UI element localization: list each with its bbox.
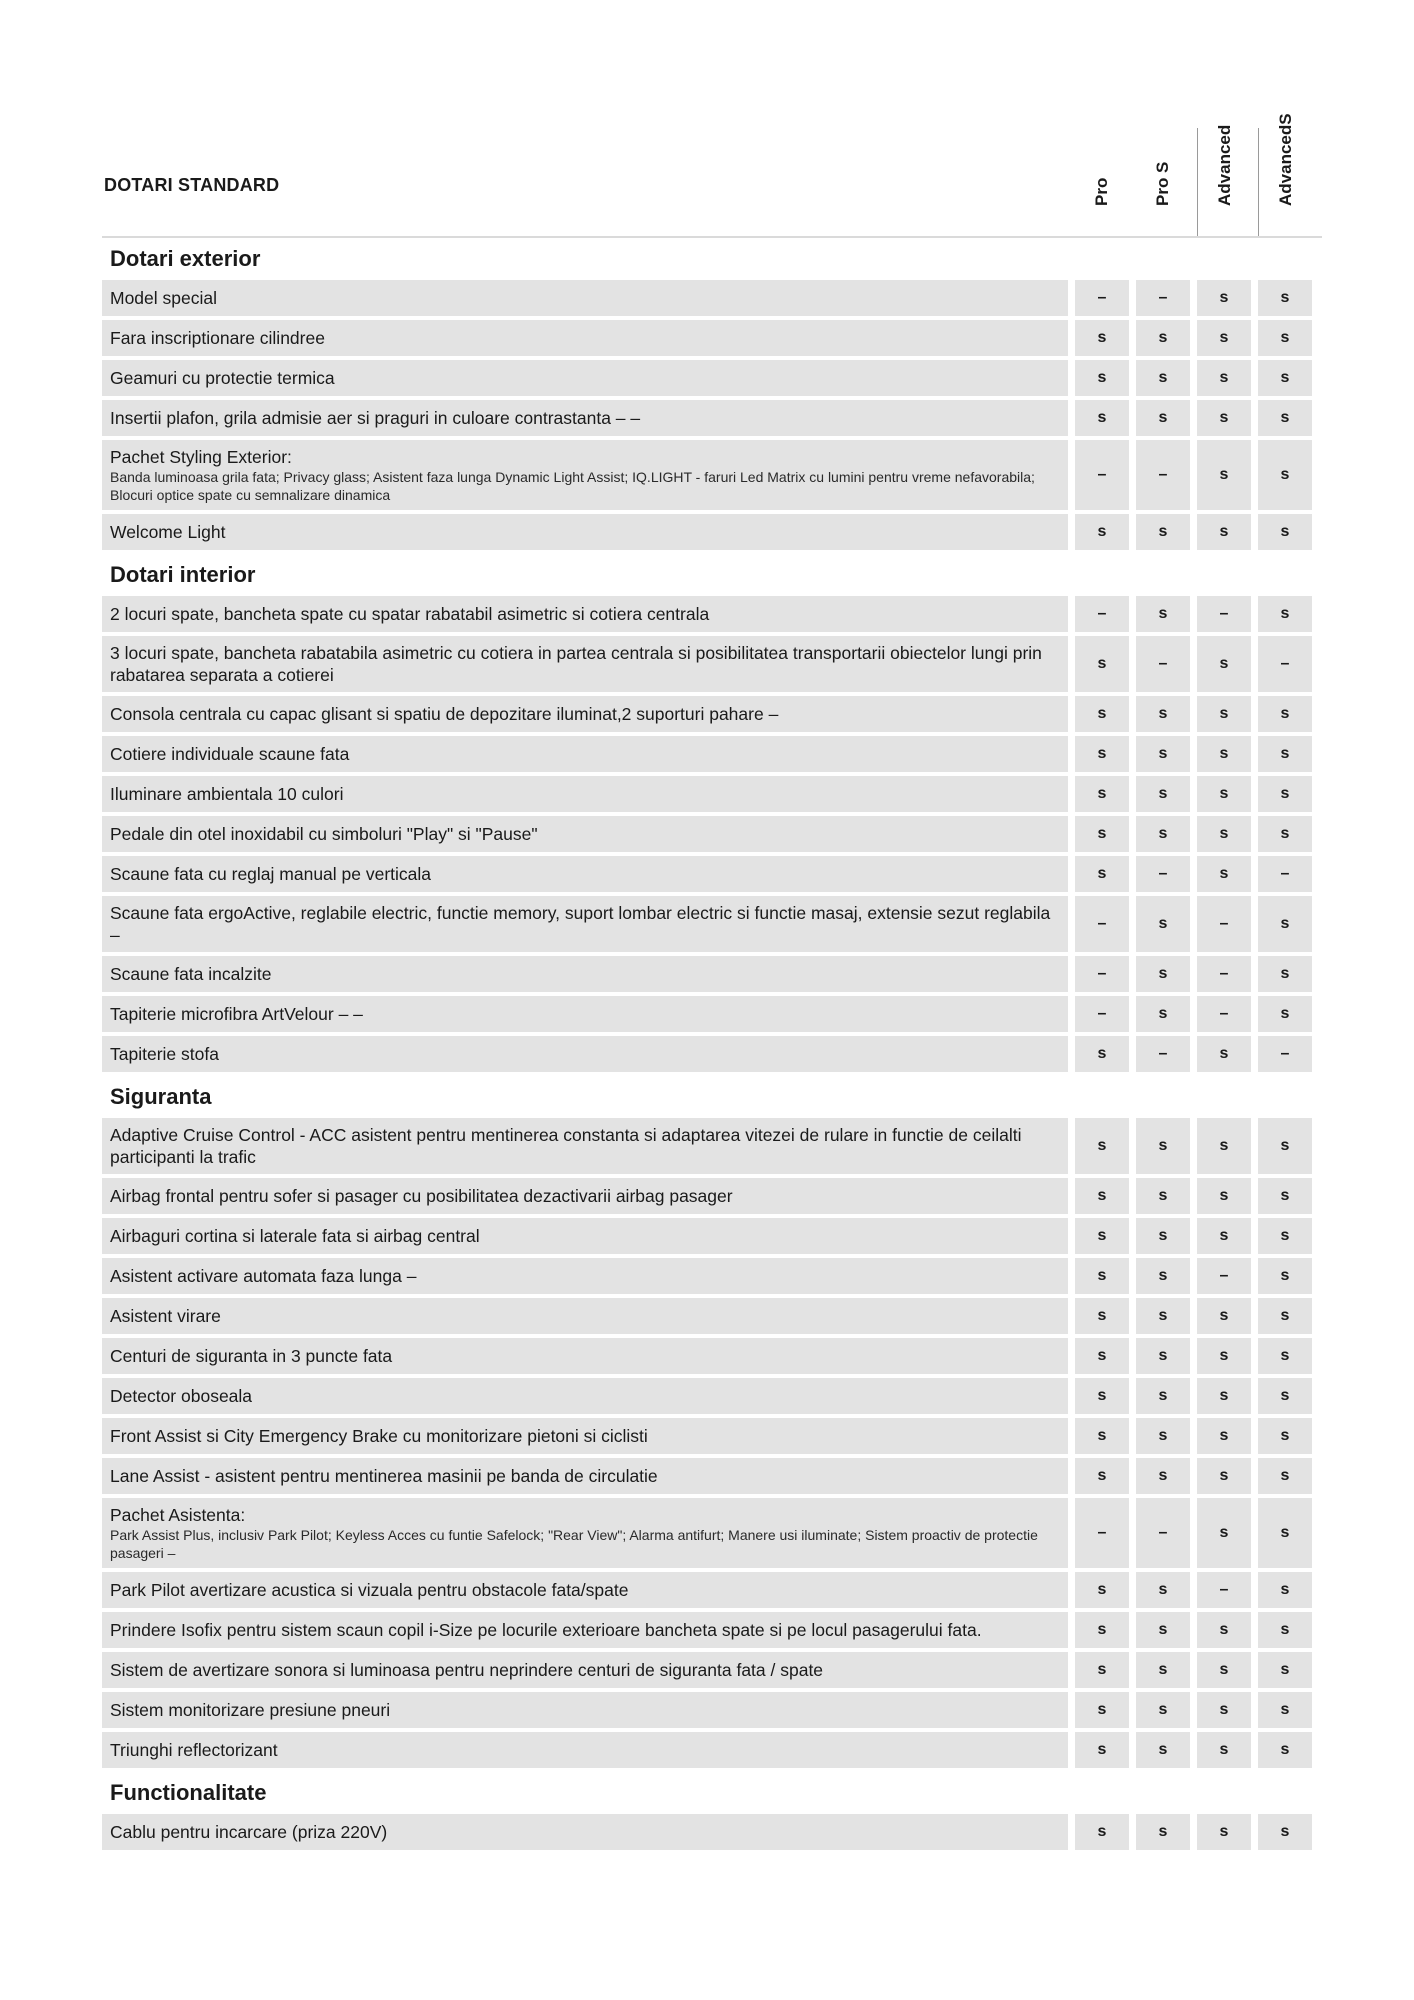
feature-label: Cablu pentru incarcare (priza 220V) — [110, 1822, 388, 1842]
feature-label: Scaune fata cu reglaj manual pe verticala — [110, 864, 432, 884]
value-cell-pro-s: – — [1136, 636, 1190, 692]
section-title: Dotari exterior — [110, 246, 261, 271]
value-cell-advanced: s — [1197, 1338, 1251, 1374]
value-cell-pro-s: – — [1136, 1036, 1190, 1072]
value-cell-advanced: s — [1197, 1218, 1251, 1254]
value-cell-pro: – — [1075, 996, 1129, 1032]
value-cell-advanceds: s — [1258, 1218, 1312, 1254]
value-cell-advanceds: s — [1258, 996, 1312, 1032]
feature-cell — [102, 1298, 1068, 1334]
value-cell-pro-s: – — [1136, 856, 1190, 892]
feature-cell — [102, 1498, 1068, 1568]
feature-label: Geamuri cu protectie termica — [110, 368, 335, 388]
feature-cell — [102, 1572, 1068, 1608]
value-cell-pro: s — [1075, 1652, 1129, 1688]
table-row — [102, 1652, 1322, 1688]
value-cell-pro: s — [1075, 1036, 1129, 1072]
column-header-pro: Pro — [1092, 177, 1111, 206]
feature-label: Pachet Asistenta: — [110, 1505, 246, 1525]
value-cell-pro: s — [1075, 636, 1129, 692]
table-row — [102, 1218, 1322, 1254]
equipment-table — [102, 113, 1322, 1854]
feature-label: Sistem monitorizare presiune pneuri — [110, 1700, 391, 1720]
table-row — [102, 1572, 1322, 1608]
value-cell-advanceds: s — [1258, 514, 1312, 550]
feature-label: 3 locuri spate, bancheta rabatabila asimetric cu cotiera in partea centrala si posibilitatea transportarii obiectelor lungi prin rabatarea separata a cotierei — [110, 643, 1042, 685]
feature-cell — [102, 400, 1068, 436]
value-cell-advanced: – — [1197, 956, 1251, 992]
value-cell-pro: – — [1075, 440, 1129, 510]
table-row — [102, 360, 1322, 396]
value-cell-pro: s — [1075, 816, 1129, 852]
section-title: Siguranta — [110, 1084, 212, 1109]
feature-cell — [102, 856, 1068, 892]
value-cell-advanced: s — [1197, 1498, 1251, 1568]
feature-label: Adaptive Cruise Control - ACC asistent pentru mentinerea constanta si adaptarea vitezei de rulare in functie de ceilalti participanti la trafic — [110, 1125, 1022, 1167]
value-cell-advanceds: s — [1258, 736, 1312, 772]
value-cell-advanced: – — [1197, 596, 1251, 632]
value-cell-pro-s: s — [1136, 1118, 1190, 1174]
value-cell-pro: s — [1075, 1378, 1129, 1414]
feature-cell — [102, 1036, 1068, 1072]
table-row — [102, 816, 1322, 852]
value-cell-advanced: s — [1197, 1458, 1251, 1494]
value-cell-advanceds: s — [1258, 1418, 1312, 1454]
feature-cell — [102, 1732, 1068, 1768]
table-row — [102, 596, 1322, 632]
feature-label: Scaune fata ergoActive, reglabile electric, functie memory, suport lombar electric si functie masaj, extensie sezut reglabila – — [110, 903, 1051, 945]
value-cell-advanceds: s — [1258, 1498, 1312, 1568]
value-cell-pro: s — [1075, 776, 1129, 812]
value-cell-advanceds: s — [1258, 1298, 1312, 1334]
value-cell-pro: s — [1075, 1218, 1129, 1254]
feature-cell — [102, 1338, 1068, 1374]
value-cell-pro: – — [1075, 956, 1129, 992]
value-cell-advanced: s — [1197, 1036, 1251, 1072]
value-cell-advanceds: s — [1258, 1338, 1312, 1374]
table-row — [102, 514, 1322, 550]
feature-details: Park Assist Plus, inclusiv Park Pilot; Keyless Acces cu funtie Safelock; "Rear View"; Alarma antifurt; Manere usi iluminate; Sistem proactiv de protectie pasageri – — [110, 1527, 1038, 1561]
value-cell-pro-s: s — [1136, 1458, 1190, 1494]
value-cell-advanced: s — [1197, 1612, 1251, 1648]
value-cell-advanced: s — [1197, 360, 1251, 396]
table-row — [102, 400, 1322, 436]
value-cell-advanceds: s — [1258, 1118, 1312, 1174]
value-cell-advanceds: s — [1258, 400, 1312, 436]
value-cell-pro: – — [1075, 1498, 1129, 1568]
value-cell-advanced: – — [1197, 1572, 1251, 1608]
value-cell-advanced: – — [1197, 896, 1251, 952]
value-cell-advanced: – — [1197, 996, 1251, 1032]
value-cell-pro-s: s — [1136, 736, 1190, 772]
value-cell-pro: s — [1075, 1814, 1129, 1850]
value-cell-advanceds: s — [1258, 1652, 1312, 1688]
value-cell-advanced: s — [1197, 1814, 1251, 1850]
table-row — [102, 1378, 1322, 1414]
feature-cell — [102, 1178, 1068, 1214]
value-cell-pro-s: s — [1136, 1418, 1190, 1454]
value-cell-pro-s: s — [1136, 956, 1190, 992]
value-cell-advanced: s — [1197, 736, 1251, 772]
value-cell-pro-s: s — [1136, 400, 1190, 436]
value-cell-pro: – — [1075, 596, 1129, 632]
value-cell-advanced: s — [1197, 696, 1251, 732]
table-header — [102, 113, 1322, 238]
feature-label: Detector oboseala — [110, 1386, 253, 1406]
table-row — [102, 1338, 1322, 1374]
value-cell-advanceds: s — [1258, 696, 1312, 732]
feature-label: Tapiterie stofa — [110, 1044, 219, 1064]
value-cell-advanced: s — [1197, 320, 1251, 356]
value-cell-pro-s: s — [1136, 1692, 1190, 1728]
value-cell-advanceds: s — [1258, 360, 1312, 396]
value-cell-advanced: s — [1197, 856, 1251, 892]
feature-label: Tapiterie microfibra ArtVelour – – — [110, 1004, 363, 1024]
value-cell-advanced: s — [1197, 1378, 1251, 1414]
feature-cell — [102, 1612, 1068, 1648]
feature-label: Insertii plafon, grila admisie aer si praguri in culoare contrastanta – – — [110, 408, 641, 428]
value-cell-advanced: s — [1197, 816, 1251, 852]
value-cell-pro-s: s — [1136, 696, 1190, 732]
value-cell-pro: s — [1075, 1418, 1129, 1454]
feature-cell — [102, 1814, 1068, 1850]
feature-label: Airbaguri cortina si laterale fata si airbag central — [110, 1226, 480, 1246]
table-row — [102, 1692, 1322, 1728]
table-row — [102, 1498, 1322, 1568]
value-cell-pro: s — [1075, 1612, 1129, 1648]
table-row — [102, 956, 1322, 992]
value-cell-pro: s — [1075, 400, 1129, 436]
value-cell-pro-s: – — [1136, 440, 1190, 510]
value-cell-advanceds: s — [1258, 1458, 1312, 1494]
value-cell-advanceds: s — [1258, 816, 1312, 852]
feature-cell — [102, 956, 1068, 992]
value-cell-advanceds: – — [1258, 1036, 1312, 1072]
value-cell-pro: s — [1075, 1572, 1129, 1608]
value-cell-advanced: s — [1197, 776, 1251, 812]
value-cell-pro-s: – — [1136, 280, 1190, 316]
value-cell-advanced: s — [1197, 1178, 1251, 1214]
feature-cell — [102, 1692, 1068, 1728]
value-cell-advanceds: s — [1258, 776, 1312, 812]
value-cell-pro-s: s — [1136, 596, 1190, 632]
value-cell-pro: s — [1075, 1458, 1129, 1494]
value-cell-advanced: s — [1197, 1732, 1251, 1768]
value-cell-pro: s — [1075, 736, 1129, 772]
feature-cell — [102, 280, 1068, 316]
table-row — [102, 280, 1322, 316]
value-cell-pro-s: s — [1136, 1378, 1190, 1414]
value-cell-pro-s: s — [1136, 1178, 1190, 1214]
value-cell-pro-s: s — [1136, 1218, 1190, 1254]
table-row — [102, 1258, 1322, 1294]
value-cell-advanced: s — [1197, 400, 1251, 436]
value-cell-pro: s — [1075, 1338, 1129, 1374]
column-header-advanceds: AdvancedS — [1258, 128, 1313, 236]
value-cell-pro-s: s — [1136, 1814, 1190, 1850]
table-row — [102, 1178, 1322, 1214]
value-cell-pro: s — [1075, 856, 1129, 892]
table-row — [102, 1298, 1322, 1334]
value-cell-advanced: s — [1197, 1298, 1251, 1334]
value-cell-advanceds: s — [1258, 1258, 1312, 1294]
table-row — [102, 1458, 1322, 1494]
value-cell-pro-s: s — [1136, 1258, 1190, 1294]
page-title: DOTARI STANDARD — [104, 175, 280, 195]
feature-details: Banda luminoasa grila fata; Privacy glass; Asistent faza lunga Dynamic Light Assist; IQ.LIGHT - faruri Led Matrix cu lumini pentru vreme nefavorabila; Blocuri optice spate cu semnalizare dinamica — [110, 469, 1035, 503]
value-cell-advanced: s — [1197, 636, 1251, 692]
table-row — [102, 1732, 1322, 1768]
value-cell-pro-s: s — [1136, 1298, 1190, 1334]
value-cell-pro: s — [1075, 1692, 1129, 1728]
value-cell-pro: s — [1075, 696, 1129, 732]
value-cell-advanceds: s — [1258, 1572, 1312, 1608]
table-row — [102, 1814, 1322, 1850]
table-row — [102, 696, 1322, 732]
feature-label: Airbag frontal pentru sofer si pasager cu posibilitatea dezactivarii airbag pasager — [110, 1186, 733, 1206]
table-row — [102, 636, 1322, 692]
value-cell-pro-s: s — [1136, 996, 1190, 1032]
feature-cell — [102, 1118, 1068, 1174]
feature-label: Park Pilot avertizare acustica si vizuala pentru obstacole fata/spate — [110, 1580, 629, 1600]
feature-label: Pedale din otel inoxidabil cu simboluri "Play" si "Pause" — [110, 824, 538, 844]
feature-cell — [102, 1258, 1068, 1294]
feature-label: Front Assist si City Emergency Brake cu monitorizare pietoni si ciclisti — [110, 1426, 648, 1446]
value-cell-advanceds: s — [1258, 320, 1312, 356]
value-cell-pro-s: s — [1136, 1612, 1190, 1648]
value-cell-pro: s — [1075, 320, 1129, 356]
feature-label: Iluminare ambientala 10 culori — [110, 784, 344, 804]
value-cell-advanceds: s — [1258, 1732, 1312, 1768]
feature-label: Prindere Isofix pentru sistem scaun copil i-Size pe locurile exterioare bancheta spate si pe locul pasagerului fata. — [110, 1620, 982, 1640]
value-cell-advanced: s — [1197, 280, 1251, 316]
feature-cell — [102, 320, 1068, 356]
feature-label: Asistent activare automata faza lunga – — [110, 1266, 417, 1286]
feature-label: Sistem de avertizare sonora si luminoasa pentru neprindere centuri de siguranta fata / spate — [110, 1660, 824, 1680]
value-cell-pro: s — [1075, 1298, 1129, 1334]
value-cell-pro-s: s — [1136, 776, 1190, 812]
value-cell-pro: s — [1075, 514, 1129, 550]
value-cell-pro: s — [1075, 1258, 1129, 1294]
value-cell-advanceds: s — [1258, 440, 1312, 510]
feature-label: Pachet Styling Exterior: — [110, 447, 292, 467]
value-cell-pro: s — [1075, 1732, 1129, 1768]
table-row — [102, 776, 1322, 812]
value-cell-advanceds: s — [1258, 1612, 1312, 1648]
value-cell-pro: s — [1075, 1178, 1129, 1214]
table-row — [102, 856, 1322, 892]
feature-cell — [102, 696, 1068, 732]
value-cell-advanceds: s — [1258, 1814, 1312, 1850]
feature-cell — [102, 1218, 1068, 1254]
feature-label: 2 locuri spate, bancheta spate cu spatar rabatabil asimetric si cotiera centrala — [110, 604, 710, 624]
feature-label: Centuri de siguranta in 3 puncte fata — [110, 1346, 393, 1366]
value-cell-advanceds: s — [1258, 896, 1312, 952]
value-cell-pro-s: s — [1136, 1572, 1190, 1608]
value-cell-pro-s: s — [1136, 320, 1190, 356]
feature-label: Welcome Light — [110, 522, 226, 542]
value-cell-pro-s: – — [1136, 1498, 1190, 1568]
feature-cell — [102, 1458, 1068, 1494]
value-cell-pro: s — [1075, 1118, 1129, 1174]
value-cell-pro-s: s — [1136, 1338, 1190, 1374]
feature-label: Consola centrala cu capac glisant si spatiu de depozitare iluminat,2 suporturi pahare – — [110, 704, 779, 724]
value-cell-advanceds: s — [1258, 1178, 1312, 1214]
table-row — [102, 440, 1322, 510]
value-cell-advanced: s — [1197, 1118, 1251, 1174]
table-row — [102, 736, 1322, 772]
value-cell-pro: – — [1075, 280, 1129, 316]
feature-label: Lane Assist - asistent pentru mentinerea masinii pe banda de circulatie — [110, 1466, 658, 1486]
value-cell-advanceds: s — [1258, 956, 1312, 992]
section-title: Functionalitate — [110, 1780, 267, 1805]
feature-cell — [102, 816, 1068, 852]
value-cell-pro-s: s — [1136, 896, 1190, 952]
feature-cell — [102, 514, 1068, 550]
value-cell-advanceds: – — [1258, 856, 1312, 892]
value-cell-advanceds: s — [1258, 280, 1312, 316]
column-header-advanced: Advanced — [1197, 128, 1252, 236]
value-cell-advanced: s — [1197, 440, 1251, 510]
value-cell-advanced: s — [1197, 514, 1251, 550]
table-row — [102, 320, 1322, 356]
feature-label: Asistent virare — [110, 1306, 221, 1326]
feature-cell — [102, 996, 1068, 1032]
table-row — [102, 896, 1322, 952]
value-cell-pro-s: s — [1136, 1652, 1190, 1688]
feature-cell — [102, 736, 1068, 772]
feature-cell — [102, 636, 1068, 692]
feature-cell — [102, 360, 1068, 396]
value-cell-pro-s: s — [1136, 360, 1190, 396]
value-cell-pro: s — [1075, 360, 1129, 396]
value-cell-advanced: s — [1197, 1652, 1251, 1688]
feature-cell — [102, 1418, 1068, 1454]
value-cell-advanced: – — [1197, 1258, 1251, 1294]
table-row — [102, 1612, 1322, 1648]
feature-cell — [102, 776, 1068, 812]
value-cell-advanced: s — [1197, 1418, 1251, 1454]
feature-label: Fara inscriptionare cilindree — [110, 328, 325, 348]
feature-cell — [102, 1378, 1068, 1414]
feature-cell — [102, 1652, 1068, 1688]
feature-label: Triunghi reflectorizant — [110, 1740, 278, 1760]
feature-label: Cotiere individuale scaune fata — [110, 744, 350, 764]
value-cell-advanceds: s — [1258, 596, 1312, 632]
feature-cell — [102, 596, 1068, 632]
value-cell-pro: – — [1075, 896, 1129, 952]
feature-cell — [102, 440, 1068, 510]
value-cell-pro-s: s — [1136, 514, 1190, 550]
feature-cell — [102, 896, 1068, 952]
feature-label: Scaune fata incalzite — [110, 964, 272, 984]
table-row — [102, 996, 1322, 1032]
sections-container — [102, 238, 1322, 1850]
value-cell-advanced: s — [1197, 1692, 1251, 1728]
table-row — [102, 1418, 1322, 1454]
value-cell-pro-s: s — [1136, 816, 1190, 852]
value-cell-pro-s: s — [1136, 1732, 1190, 1768]
table-row — [102, 1118, 1322, 1174]
feature-label: Model special — [110, 288, 217, 308]
table-row — [102, 1036, 1322, 1072]
column-header-pro-s: Pro S — [1153, 161, 1172, 206]
section-title: Dotari interior — [110, 562, 256, 587]
value-cell-advanceds: s — [1258, 1378, 1312, 1414]
value-cell-advanceds: – — [1258, 636, 1312, 692]
value-cell-advanceds: s — [1258, 1692, 1312, 1728]
